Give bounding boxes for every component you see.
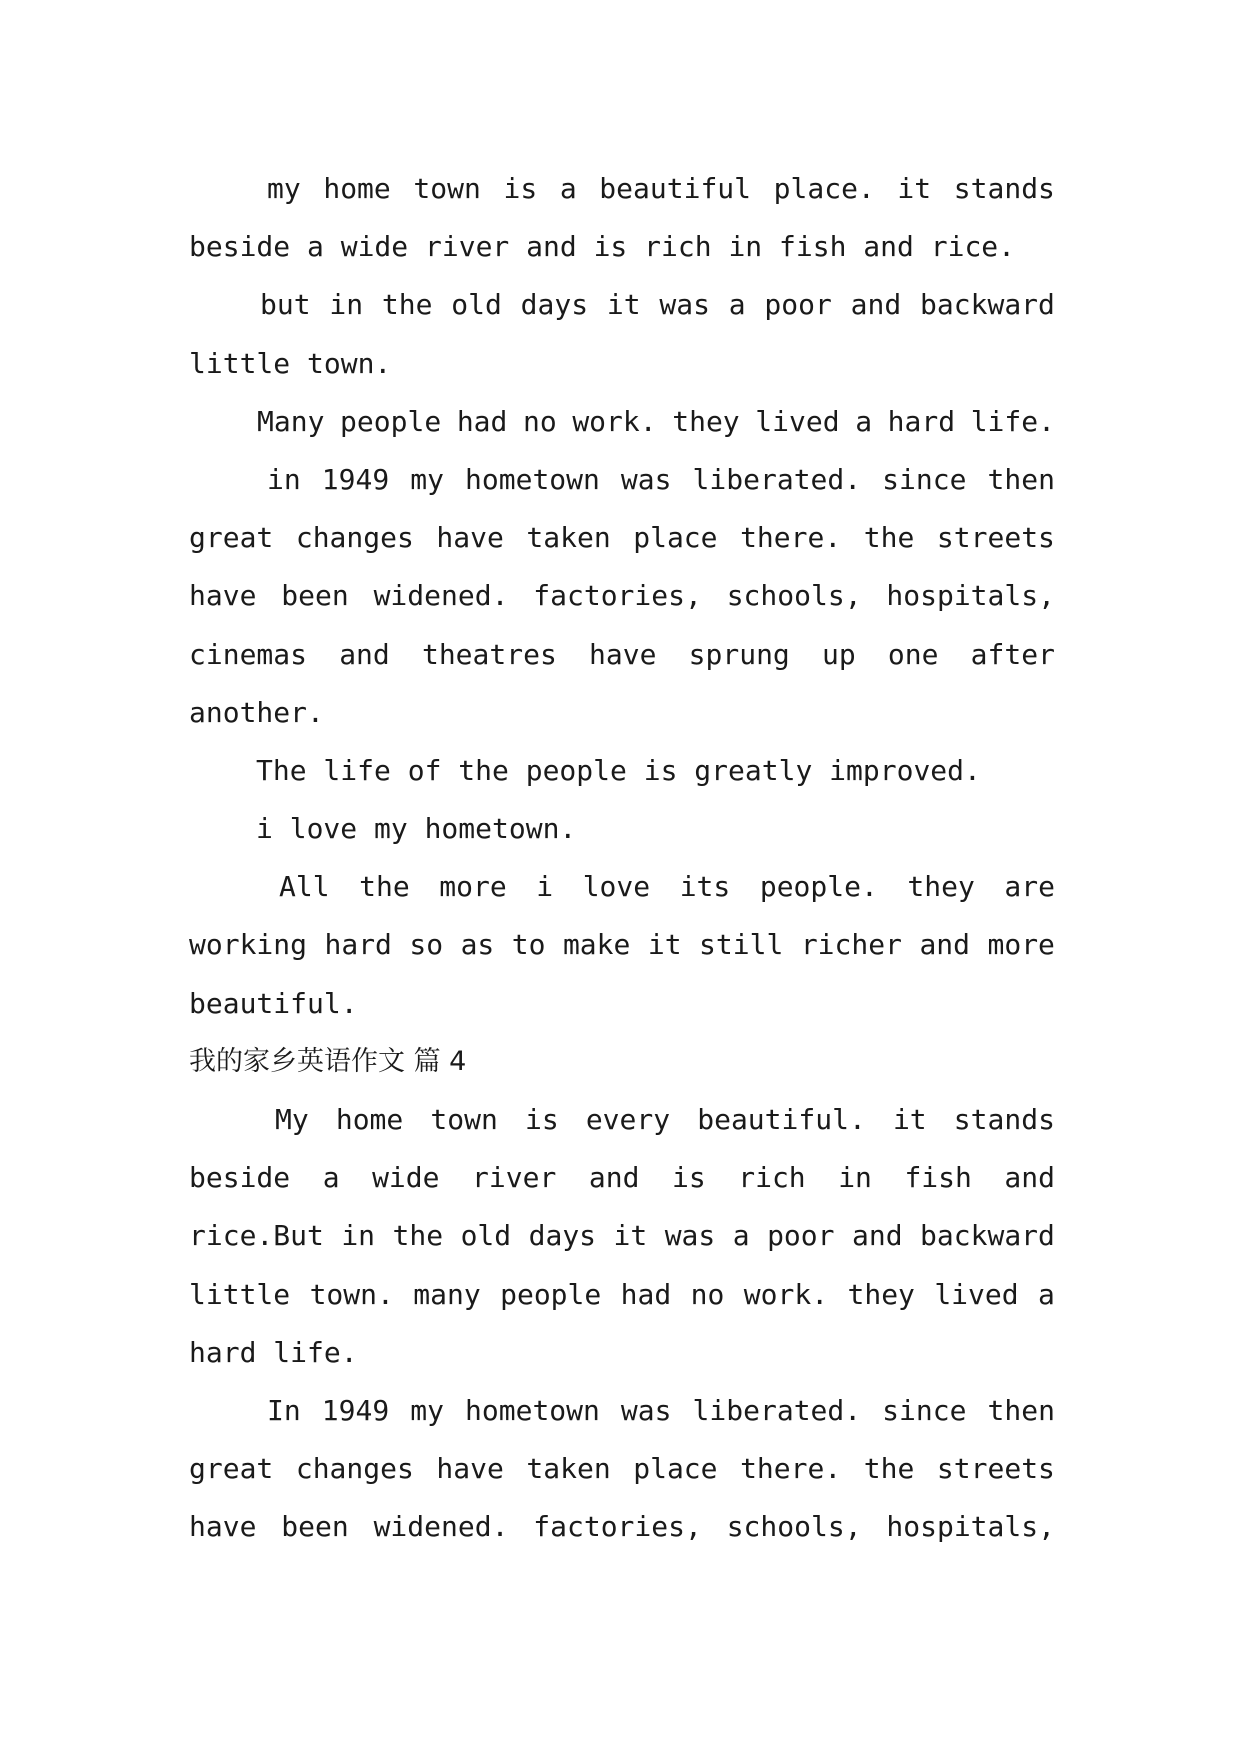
text-line: beautiful. <box>189 986 358 1020</box>
word: is <box>671 1161 706 1195</box>
word: people <box>500 1277 602 1311</box>
word: every <box>585 1103 671 1136</box>
text-line: i love my hometown. <box>256 812 577 846</box>
word: cinemas <box>189 637 308 671</box>
word: and <box>919 928 971 962</box>
word: place <box>633 1452 718 1486</box>
word: was <box>659 288 710 322</box>
word: schools, <box>726 579 862 613</box>
word: been <box>281 579 349 613</box>
word: love <box>582 870 651 904</box>
text-line <box>189 1207 1055 1265</box>
word: was <box>620 462 672 496</box>
text-line <box>189 451 1055 509</box>
word: and <box>339 637 390 671</box>
text-line: another. <box>189 695 324 729</box>
text-line <box>189 1440 1055 1498</box>
text-line <box>189 1266 1055 1324</box>
word: theatres <box>421 637 557 671</box>
word: since <box>882 462 967 496</box>
word: they <box>847 1277 915 1311</box>
word: is <box>524 1103 559 1136</box>
word: more <box>439 870 507 904</box>
word: there. <box>740 521 842 555</box>
word: i <box>536 870 554 904</box>
word: changes <box>295 1452 414 1486</box>
word: old <box>451 288 502 322</box>
word: backward <box>920 288 1055 322</box>
word: to <box>511 928 546 962</box>
word: in <box>838 1161 872 1195</box>
word: hometown <box>465 462 600 496</box>
word: lived <box>934 1277 1019 1311</box>
word: place <box>633 521 718 555</box>
word: sprung <box>688 637 790 671</box>
word: days <box>528 1219 597 1253</box>
word: poor <box>764 288 832 322</box>
word: my <box>267 172 301 205</box>
word: and <box>1004 1161 1055 1195</box>
word: 1949 <box>321 462 390 496</box>
word: poor <box>767 1219 835 1253</box>
word: as <box>460 928 495 962</box>
word: are <box>1004 870 1055 904</box>
text-line <box>189 509 1055 567</box>
word: people <box>340 404 442 438</box>
word: in <box>267 462 301 496</box>
word: had <box>620 1277 672 1311</box>
word: there. <box>740 1452 842 1486</box>
word: so <box>409 928 444 962</box>
word: one <box>887 637 939 671</box>
word: and <box>588 1161 640 1195</box>
word: a <box>559 172 577 205</box>
word: widened. <box>373 1510 509 1544</box>
word: taken <box>526 521 611 555</box>
word: hard <box>887 404 956 438</box>
word: streets <box>936 1452 1055 1486</box>
word: rich <box>738 1161 806 1195</box>
word: My <box>275 1103 309 1136</box>
word: a <box>322 1161 340 1195</box>
word: wide <box>372 1161 440 1195</box>
word: changes <box>295 521 414 555</box>
word: schools, <box>726 1510 862 1544</box>
word: hospitals, <box>886 579 1055 613</box>
word: but <box>260 288 311 322</box>
word: and <box>850 288 902 322</box>
text-line <box>189 1091 1055 1149</box>
word: town. <box>309 1277 394 1311</box>
text-line <box>189 858 1055 916</box>
word: have <box>189 1510 257 1544</box>
word: was <box>664 1219 716 1253</box>
word: it <box>606 288 641 322</box>
word: hometown <box>465 1393 600 1427</box>
word: a <box>728 288 746 322</box>
word: liberated. <box>692 462 862 496</box>
word: place. <box>773 172 875 205</box>
word: it <box>892 1103 927 1136</box>
word: is <box>503 172 538 205</box>
text-line: The life of the people is greatly improved. <box>256 753 981 787</box>
word: great <box>189 521 274 555</box>
word: town <box>413 172 481 205</box>
word: they <box>672 404 740 438</box>
word: great <box>189 1452 274 1486</box>
word: factories, <box>533 579 702 613</box>
word: a <box>855 404 873 438</box>
word: widened. <box>373 579 509 613</box>
word: have <box>436 1452 504 1486</box>
word: they <box>907 870 975 904</box>
word: home <box>323 172 391 205</box>
word: factories, <box>533 1510 702 1544</box>
word: the <box>381 288 433 322</box>
word: in <box>329 288 364 322</box>
word: old <box>460 1219 512 1253</box>
word: river <box>472 1161 557 1195</box>
word: in <box>341 1219 376 1253</box>
word: richer <box>800 928 902 962</box>
word: work. <box>743 1277 829 1311</box>
word: it <box>897 172 932 205</box>
word: then <box>987 462 1055 496</box>
word: All <box>279 870 330 904</box>
word: hard <box>324 928 392 962</box>
word: town <box>430 1103 498 1136</box>
word: people. <box>759 870 878 904</box>
word: working <box>189 928 308 962</box>
word: a <box>732 1219 750 1253</box>
word: beautiful. <box>697 1103 866 1136</box>
text-line <box>189 276 1055 334</box>
word: my <box>410 1393 444 1427</box>
word: days <box>520 288 589 322</box>
word: hospitals, <box>886 1510 1055 1544</box>
word: home <box>335 1103 404 1136</box>
word: the <box>863 521 915 555</box>
word: life. <box>970 404 1055 438</box>
word: was <box>620 1393 672 1427</box>
word: more <box>987 928 1055 962</box>
word: streets <box>936 521 1055 555</box>
text-line <box>189 160 1055 218</box>
word: my <box>410 462 444 496</box>
word: stands <box>953 172 1055 205</box>
word: In <box>267 1393 301 1427</box>
word: make <box>562 928 631 962</box>
word: and <box>851 1219 903 1253</box>
text-line: beside a wide river and is rich in fish and rice. <box>189 230 1016 264</box>
text-line: little town. <box>189 346 392 380</box>
text-line: hard life. <box>189 1335 358 1369</box>
word: lived <box>755 404 840 438</box>
word: after <box>970 637 1055 671</box>
word: still <box>699 928 784 962</box>
word: been <box>281 1510 349 1544</box>
word: backward <box>920 1219 1055 1253</box>
text-line <box>189 567 1055 625</box>
word: its <box>679 870 731 904</box>
word: work. <box>572 404 657 438</box>
word: it <box>613 1219 648 1253</box>
word: Many <box>257 404 325 438</box>
word: taken <box>526 1452 611 1486</box>
word: 1949 <box>321 1393 390 1427</box>
word: stands <box>953 1103 1055 1136</box>
document-body <box>189 160 1055 1557</box>
text-line <box>189 916 1055 974</box>
word: fish <box>904 1161 972 1195</box>
text-line <box>189 393 1055 451</box>
word: liberated. <box>692 1393 862 1427</box>
word: it <box>647 928 682 962</box>
word: then <box>987 1393 1055 1427</box>
word: have <box>589 637 657 671</box>
text-line <box>189 1382 1055 1440</box>
word: the <box>359 870 410 904</box>
word: up <box>821 637 856 671</box>
word: no <box>690 1277 725 1311</box>
word: have <box>189 579 257 613</box>
word: many <box>413 1277 481 1311</box>
word: beautiful <box>599 172 752 205</box>
text-line <box>189 1498 1055 1556</box>
word: have <box>436 521 504 555</box>
word: since <box>882 1393 967 1427</box>
text-line <box>189 626 1055 684</box>
word: the <box>392 1219 444 1253</box>
word: little <box>189 1277 291 1311</box>
word: the <box>863 1452 915 1486</box>
word: rice.But <box>189 1219 324 1253</box>
section-heading: 我的家乡英语作文 篇 4 <box>189 1045 467 1077</box>
word: had <box>456 404 508 438</box>
word: beside <box>189 1161 291 1195</box>
text-line <box>189 1149 1055 1207</box>
word: a <box>1038 1277 1055 1311</box>
word: no <box>523 404 557 438</box>
